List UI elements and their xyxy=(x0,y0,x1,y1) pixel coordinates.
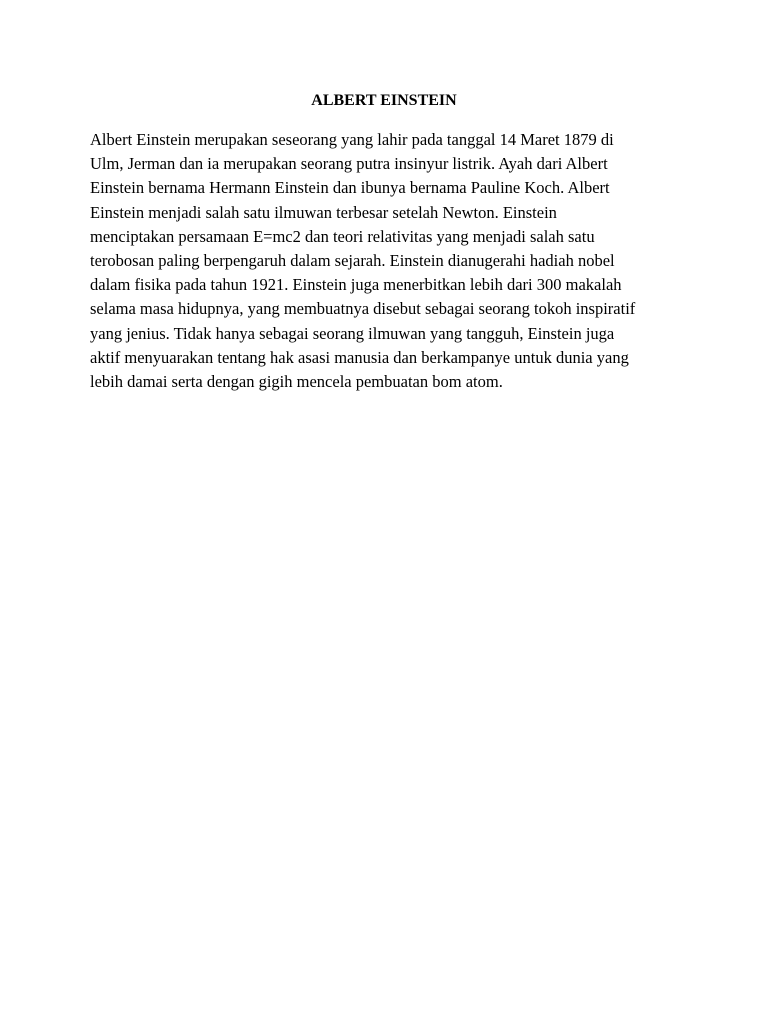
paragraph-line: selama masa hidupnya, yang membuatnya disebut sebagai seorang tokoh inspiratif xyxy=(90,299,636,319)
document-paragraph xyxy=(90,128,690,394)
paragraph-line: lebih damai serta dengan gigih mencela pembuatan bom atom. xyxy=(90,372,503,392)
paragraph-line: menciptakan persamaan E=mc2 dan teori relativitas yang menjadi salah satu xyxy=(90,226,595,246)
paragraph-line: aktif menyuarakan tentang hak asasi manusia dan berkampanye untuk dunia yang xyxy=(90,347,629,367)
paragraph-line: yang jenius. Tidak hanya sebagai seorang ilmuwan yang tangguh, Einstein juga xyxy=(90,323,615,343)
paragraph-line: dalam fisika pada tahun 1921. Einstein juga menerbitkan lebih dari 300 makalah xyxy=(90,275,622,295)
paragraph-line: Einstein menjadi salah satu ilmuwan terbesar setelah Newton. Einstein xyxy=(90,202,557,222)
paragraph-line: terobosan paling berpengaruh dalam sejarah. Einstein dianugerahi hadiah nobel xyxy=(90,251,615,271)
paragraph-line: Albert Einstein merupakan seseorang yang lahir pada tanggal 14 Maret 1879 di xyxy=(90,130,614,149)
paragraph-line: Einstein bernama Hermann Einstein dan ibunya bernama Pauline Koch. Albert xyxy=(90,178,610,198)
document-title: ALBERT EINSTEIN xyxy=(311,92,457,109)
paragraph-line: Ulm, Jerman dan ia merupakan seorang putra insinyur listrik. Ayah dari Albert xyxy=(90,154,608,174)
